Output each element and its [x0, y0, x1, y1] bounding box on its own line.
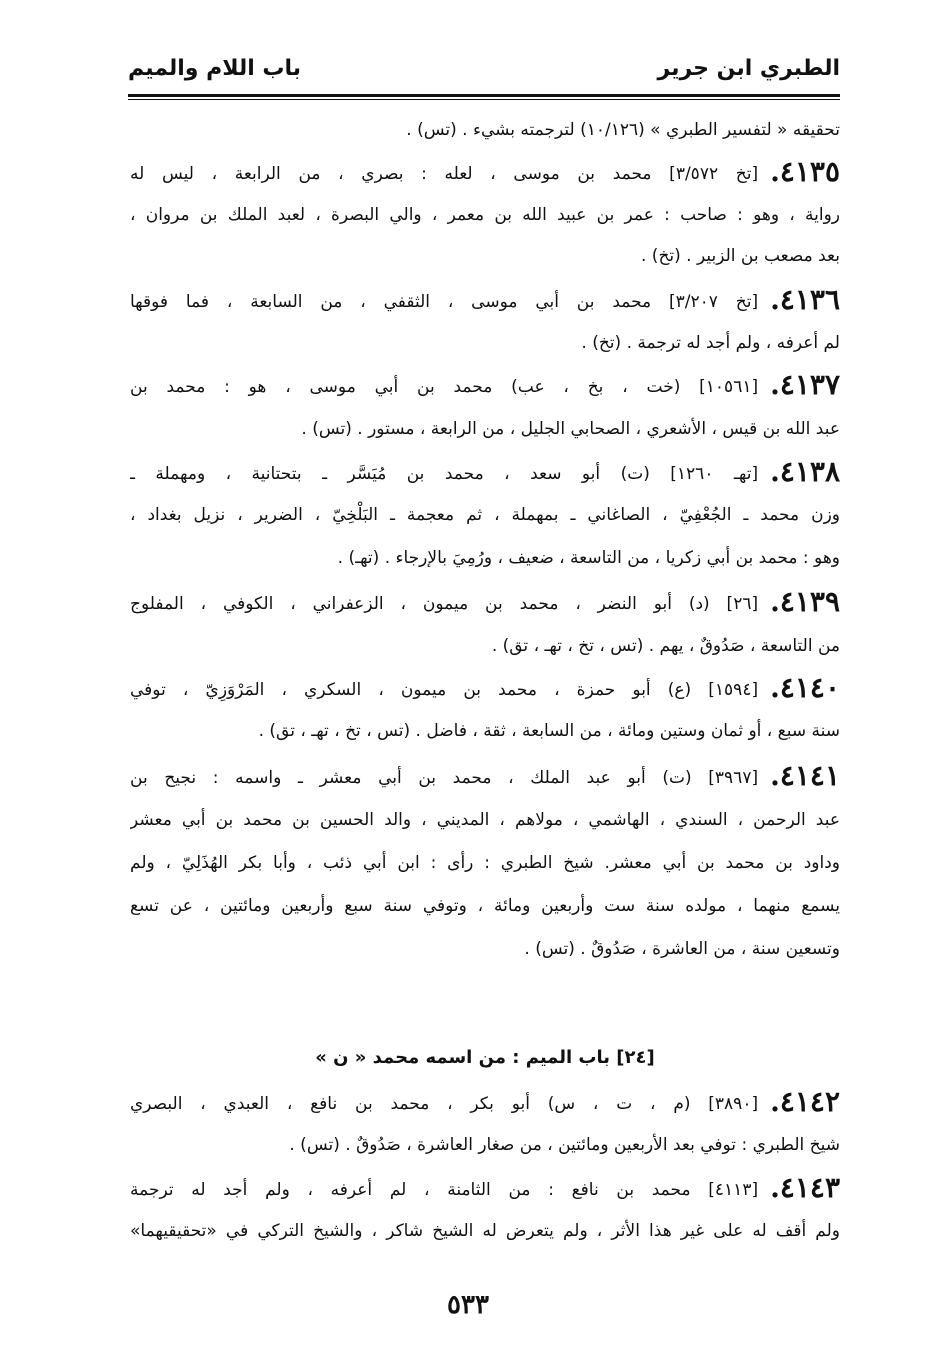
line-text: [٢٦] (د) أبو النضر ، محمد بن ميمون ، الزعفراني ، الكوفي ، المفلوج [130, 594, 759, 614]
line-text: [١٥٩٤] (ع) أبو حمزة ، محمد بن ميمون ، السكري ، المَرْوَزِيّ ، توفي [130, 680, 759, 700]
line-text: وهو : محمد بن أبي زكريا ، من التاسعة ، ضعيف ، ورُمِيَ بالإرجاء . (تهـ) . [337, 548, 840, 568]
line-text: [١٠٥٦١] (خت ، بخ ، عب) محمد بن أبي موسى ، هو : محمد بن [130, 377, 759, 397]
entry-first-line [130, 756, 840, 796]
header-right-title: الطبري ابن جرير [657, 55, 840, 81]
line-text: تحقيقه « لتفسير الطبري » (١٠/١٢٦) لترجمته بشيء . (تس) . [406, 120, 840, 140]
text-line [130, 1211, 840, 1251]
text-line [130, 626, 840, 666]
line-text: وتسعين سنة ، من العاشرة ، صَدُوقٌ . (تس) . [524, 939, 840, 959]
text-line [130, 1125, 840, 1165]
line-text: [تهـ ١٢٦٠] (ت) أبو سعد ، محمد بن مُيَسَّر ـ بتحتانية ، ومهملة ـ [130, 464, 759, 484]
entry-number: ٤١٤٣. [770, 1171, 840, 1204]
entry-first-line [130, 668, 840, 708]
entry-number: ٤١٤٠. [770, 671, 840, 704]
entry-first-line [130, 152, 840, 192]
line-text: عبد الرحمن ، السندي ، الهاشمي ، مولاهم ، المديني ، والد الحسين بن محمد بن أبي معشر [130, 810, 840, 830]
entry-number: ٤١٤٢. [770, 1085, 840, 1118]
entry-number: ٤١٤١. [770, 759, 840, 792]
entry-first-line [130, 280, 840, 320]
text-line [130, 711, 840, 751]
entry-first-line [130, 365, 840, 405]
running-header [128, 48, 840, 88]
text-line [130, 800, 840, 840]
text-line [130, 538, 840, 578]
line-text: [تخ ٣/٥٧٢] محمد بن موسى ، لعله : بصري ، من الرابعة ، ليس له [130, 164, 759, 184]
header-rule-thick [128, 94, 840, 97]
line-text: وزن محمد ـ الجُعْفِيّ ، الصاغاني ـ بمهملة ، ثم معجمة ـ البَلْخِيّ ، الضرير ، نزيل بغداد ، [130, 505, 840, 525]
text-line [130, 236, 840, 276]
text-line [130, 323, 840, 363]
entry-number: ٤١٣٦. [770, 283, 840, 316]
line-text: [تخ ٣/٢٠٧] محمد بن أبي موسى ، الثقفي ، من السابعة ، فما فوقها [130, 292, 759, 312]
entry-number: ٤١٣٨. [770, 455, 840, 488]
entry-number: ٤١٣٧. [770, 368, 840, 401]
entry-first-line [130, 1168, 840, 1208]
entry-first-line [130, 1082, 840, 1122]
section-heading: [٢٤] باب الميم : من اسمه محمد « ن » [315, 1047, 655, 1068]
text-line [130, 929, 840, 969]
line-text: يسمع منهما ، مولده سنة ست وأربعين ومائة ، وتوفي سنة سبع وأربعين ومائتين ، عن تسع [130, 896, 840, 916]
text-line [130, 409, 840, 449]
line-text: وداود بن محمد بن أبي معشر. شيخ الطبري : رأى : ابن أبي ذئب ، وأبا بكر الهُذَلِيّ ، ولم [130, 853, 840, 873]
text-line [130, 886, 840, 926]
entry-number: ٤١٣٩. [770, 585, 840, 618]
line-text: [٤١١٣] محمد بن نافع : من الثامنة ، لم أعرفه ، ولم أجد له ترجمة [130, 1180, 759, 1200]
text-line [130, 110, 840, 150]
entry-first-line [130, 582, 840, 622]
text-line [130, 843, 840, 883]
line-text: رواية ، وهو : صاحب : عمر بن عبيد الله بن معمر ، والي البصرة ، لعبد الملك بن مروان ، [130, 205, 840, 225]
text-line [130, 495, 840, 535]
line-text: لم أعرفه ، ولم أجد له ترجمة . (تخ) . [581, 333, 840, 353]
entry-number: ٤١٣٥. [770, 155, 840, 188]
line-text: ولم أقف له على غير هذا الأثر ، ولم يتعرض له الشيخ شاكر ، والشيخ التركي في «تحقيقيهما» [130, 1221, 840, 1241]
entry-first-line [130, 452, 840, 492]
line-text: من التاسعة ، صَدُوقٌ ، يهم . (تس ، تخ ، تهـ ، تق) . [491, 636, 840, 656]
header-left-title: باب اللام والميم [128, 55, 302, 81]
header-rule-thin [128, 99, 840, 100]
line-text: عبد الله بن قيس ، الأشعري ، الصحابي الجليل ، من الرابعة ، مستور . (تس) . [301, 419, 840, 439]
text-line [130, 195, 840, 235]
line-text: سنة سبع ، أو ثمان وستين ومائة ، من السابعة ، ثقة ، فاضل . (تس ، تخ ، تهـ ، تق) . [258, 721, 840, 741]
page-number: ٥٣٣ [447, 1290, 489, 1320]
line-text: [٣٨٩٠] (م ، ت ، س) أبو بكر ، محمد بن نافع ، العبدي ، البصري [130, 1094, 759, 1114]
line-text: [٣٩٦٧] (ت) أبو عبد الملك ، محمد بن أبي معشر ـ واسمه : نجيح بن [130, 768, 759, 788]
line-text: بعد مصعب بن الزبير . (تخ) . [641, 246, 840, 266]
line-text: شيخ الطبري : توفي بعد الأربعين ومائتين ، من صغار العاشرة ، صَدُوقٌ . (تس) . [289, 1135, 840, 1155]
